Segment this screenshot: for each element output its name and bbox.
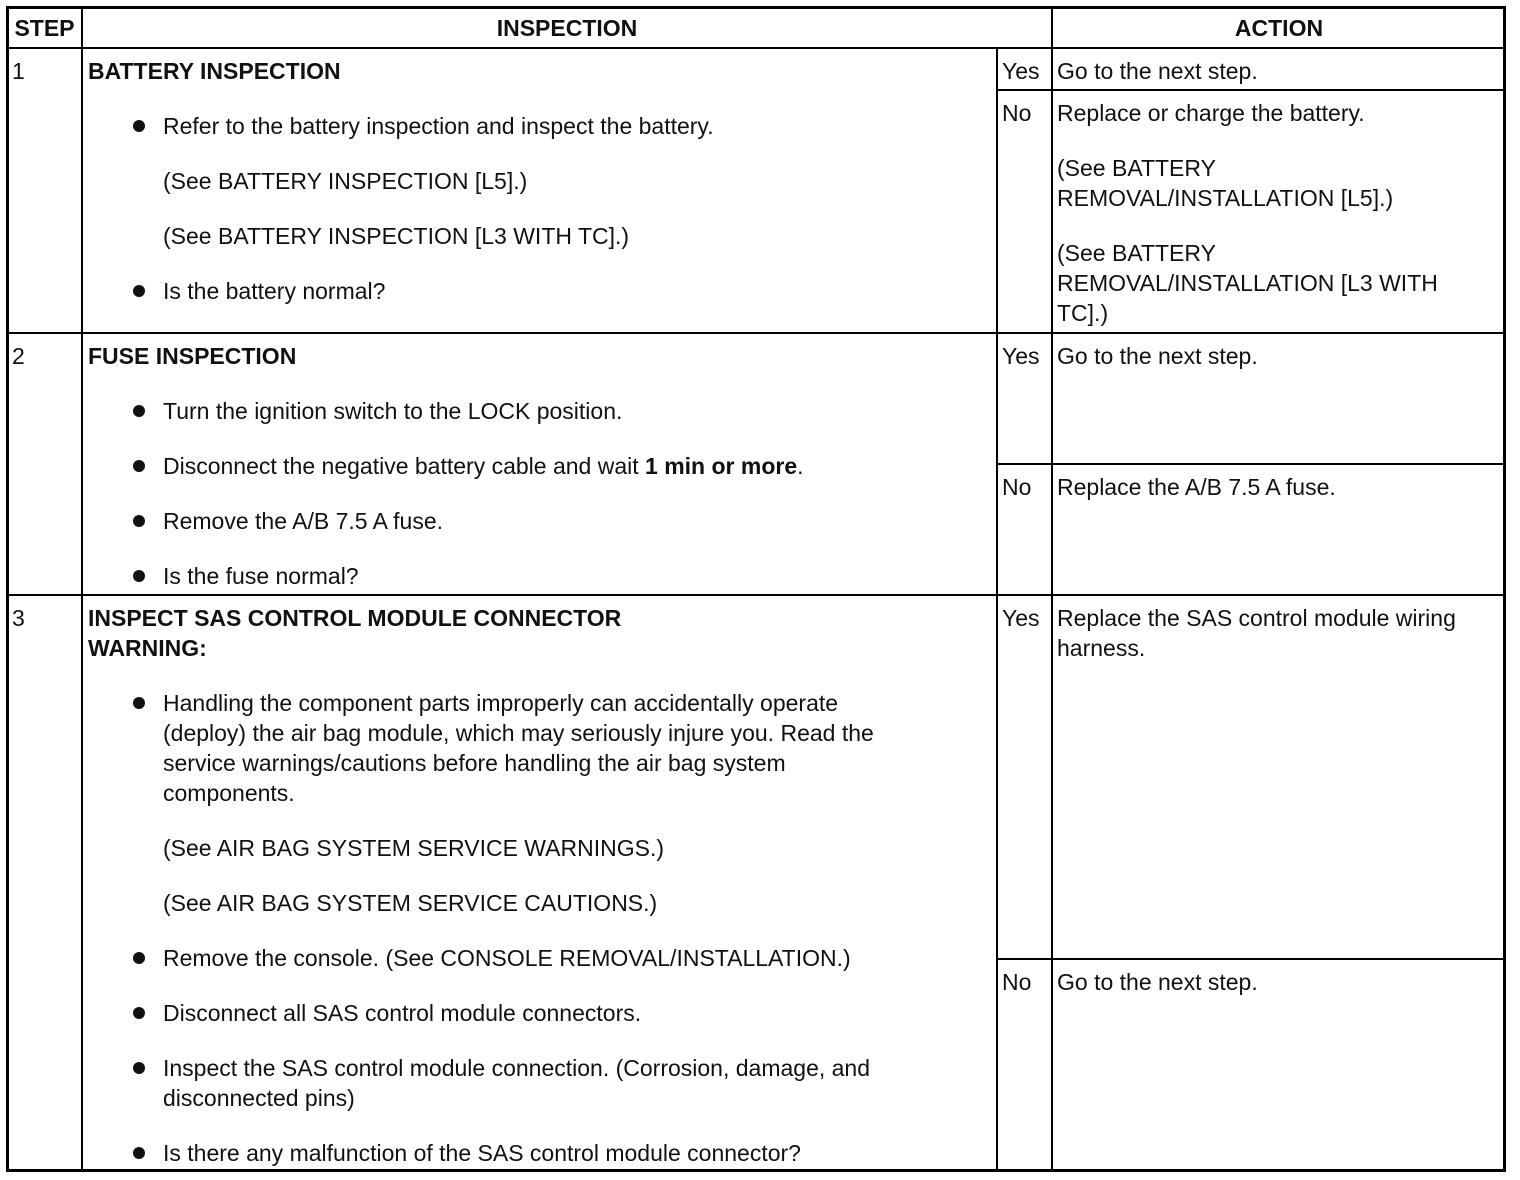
no-label: No — [1002, 100, 1032, 126]
inspection-reference: (See BATTERY INSPECTION [L3 WITH TC].) — [163, 223, 630, 249]
no-label: No — [1002, 969, 1032, 995]
inspection-item: Disconnect all SAS control module connectors. — [163, 1000, 642, 1026]
warning-text: Handling the component parts improperly can accidentally operate — [163, 690, 839, 716]
header-action: ACTION — [1234, 15, 1324, 41]
bullet-icon — [133, 697, 145, 709]
warning-label: WARNING: — [88, 635, 207, 661]
bullet-icon — [133, 405, 145, 417]
no-action-reference: REMOVAL/INSTALLATION [L3 WITH — [1057, 270, 1438, 296]
step-title: INSPECT SAS CONTROL MODULE CONNECTOR — [88, 605, 622, 631]
inspection-question: Is there any malfunction of the SAS control module connector? — [163, 1140, 801, 1166]
col-divider-action — [1051, 8, 1053, 1171]
step-title: BATTERY INSPECTION — [88, 58, 341, 84]
step-number: 2 — [12, 343, 25, 369]
bullet-icon — [133, 460, 145, 472]
inspection-item: disconnected pins) — [163, 1085, 355, 1111]
bullet-icon — [133, 285, 145, 297]
no-label: No — [1002, 474, 1032, 500]
warning-text: service warnings/cautions before handling the air bag system — [163, 750, 786, 776]
header-step: STEP — [14, 15, 75, 41]
no-action-reference: (See BATTERY — [1057, 240, 1216, 266]
bullet-icon — [133, 515, 145, 527]
no-action: Replace or charge the battery. — [1057, 100, 1365, 126]
inspection-reference: (See AIR BAG SYSTEM SERVICE CAUTIONS.) — [163, 890, 658, 916]
bullet-icon — [133, 1007, 145, 1019]
bullet-icon — [133, 1062, 145, 1074]
row-divider-2 — [8, 594, 1505, 596]
inspection-question: Is the fuse normal? — [163, 563, 359, 589]
bullet-icon — [133, 952, 145, 964]
inspection-item-period: . — [797, 453, 804, 479]
bullet-icon — [133, 120, 145, 132]
bullet-icon — [133, 570, 145, 582]
no-action: Go to the next step. — [1057, 969, 1258, 995]
wait-time-emphasis: 1 min or more — [645, 453, 798, 479]
inspection-item: Inspect the SAS control module connection. (Corrosion, damage, and — [163, 1055, 871, 1081]
step-number: 1 — [12, 58, 25, 84]
no-action-reference: TC].) — [1057, 300, 1109, 326]
no-action-reference: REMOVAL/INSTALLATION [L5].) — [1057, 185, 1394, 211]
yes-action: Replace the SAS control module wiring — [1057, 605, 1456, 631]
yes-label: Yes — [1002, 605, 1040, 631]
row-divider-1 — [8, 332, 1505, 334]
no-action-reference: (See BATTERY — [1057, 155, 1216, 181]
yes-action: harness. — [1057, 635, 1146, 661]
header-inspection: INSPECTION — [496, 15, 638, 41]
inspection-item: Refer to the battery inspection and inspect the battery. — [163, 113, 714, 139]
yesno-divider-1 — [997, 89, 1505, 91]
inspection-reference: (See AIR BAG SYSTEM SERVICE WARNINGS.) — [163, 835, 665, 861]
yes-action: Go to the next step. — [1057, 343, 1258, 369]
bullet-icon — [133, 1147, 145, 1159]
col-divider-yesno — [996, 48, 998, 1171]
inspection-item: Turn the ignition switch to the LOCK position. — [163, 398, 623, 424]
yesno-divider-3 — [997, 958, 1505, 960]
warning-text: components. — [163, 780, 295, 806]
inspection-item — [163, 451, 804, 481]
yes-label: Yes — [1002, 58, 1040, 84]
step-number: 3 — [12, 605, 25, 631]
header-divider — [8, 47, 1505, 49]
inspection-item: Remove the console. (See CONSOLE REMOVAL/INSTALLATION.) — [163, 945, 851, 971]
warning-text: (deploy) the air bag module, which may seriously injure you. Read the — [163, 720, 874, 746]
step-title: FUSE INSPECTION — [88, 343, 297, 369]
inspection-item: Remove the A/B 7.5 A fuse. — [163, 508, 444, 534]
no-action: Replace the A/B 7.5 A fuse. — [1057, 474, 1336, 500]
inspection-question: Is the battery normal? — [163, 278, 386, 304]
col-divider-step — [81, 8, 83, 1171]
inspection-reference: (See BATTERY INSPECTION [L5].) — [163, 168, 528, 194]
yesno-divider-2 — [997, 463, 1505, 465]
yes-label: Yes — [1002, 343, 1040, 369]
inspection-item-text: Disconnect the negative battery cable and wait — [163, 453, 646, 479]
yes-action: Go to the next step. — [1057, 58, 1258, 84]
